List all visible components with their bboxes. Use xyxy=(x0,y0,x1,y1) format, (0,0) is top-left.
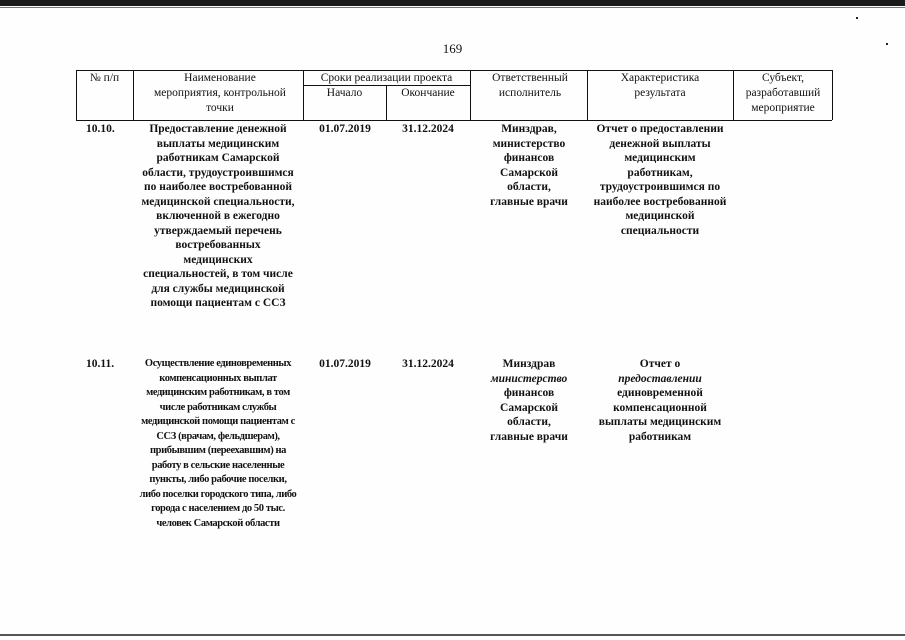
row-name: Осуществление единовременных компенсационных выплат медицинским работникам, в том числе работникам службы медицинской помощи пациентам с ССЗ (врачам, фельдшерам), прибывшим (переехавшим) на работу в сельские населенные пункты, либо рабочие поселки, либо поселки городского типа, либо города с населением до 50 тыс. человек Самарской области xyxy=(139,358,297,529)
result-line: предоставлении xyxy=(618,372,702,385)
header-num: № п/п xyxy=(89,72,120,84)
row-name: Предоставление денежной выплаты медицинским работникам Самарской области, трудоустроившимся по наиболее востребованной медицинской специальности, включенной в ежегодно утверждаемый перечень востребованных медицинских специальностей, в том числе для службы медицинской помощи пациентам с ССЗ xyxy=(141,123,295,309)
header-timeline: Сроки реализации проекта xyxy=(320,72,453,84)
row-start-date: 01.07.2019 xyxy=(319,123,371,135)
row-end-date: 31.12.2024 xyxy=(402,358,454,370)
row-number: 10.11. xyxy=(86,358,115,370)
header-name: Наименование мероприятия, контрольной точки xyxy=(154,72,286,114)
responsible-line: министерство xyxy=(490,372,568,385)
col-rule xyxy=(832,70,833,120)
page-number: 169 xyxy=(442,41,463,56)
result-line: Отчет о xyxy=(639,358,681,370)
top-border xyxy=(0,0,905,6)
row-number: 10.10. xyxy=(86,123,115,135)
header-responsible: Ответственный исполнитель xyxy=(492,72,568,99)
row-end-date: 31.12.2024 xyxy=(402,123,454,135)
bottom-border xyxy=(0,634,905,636)
row-result xyxy=(592,357,728,444)
col-rule xyxy=(133,70,134,120)
row-result: Отчет о предоставлении денежной выплаты медицинским работникам, трудоустроившимся по наиболее востребованной медицинской специальности xyxy=(593,123,727,237)
responsible-line: финансов Самарской области, главные врачи xyxy=(490,387,568,443)
row-responsible xyxy=(486,357,572,444)
col-rule xyxy=(587,70,588,120)
responsible-line: Минздрав xyxy=(502,358,556,370)
header-subject: Субъект, разработавший мероприятие xyxy=(745,72,821,114)
row-start-date: 01.07.2019 xyxy=(319,358,371,370)
header-start: Начало xyxy=(326,87,363,99)
col-rule xyxy=(470,70,471,120)
header-end: Окончание xyxy=(401,87,455,99)
row-responsible: Минздрав, министерство финансов Самарской области, главные врачи xyxy=(490,123,568,208)
top-border-thin xyxy=(0,7,905,8)
header-bottom-rule xyxy=(76,120,832,121)
scan-speck xyxy=(856,17,858,19)
result-line: единовременной компенсационной выплаты медицинским работникам xyxy=(598,387,722,443)
header-result: Характеристика результата xyxy=(620,72,700,99)
